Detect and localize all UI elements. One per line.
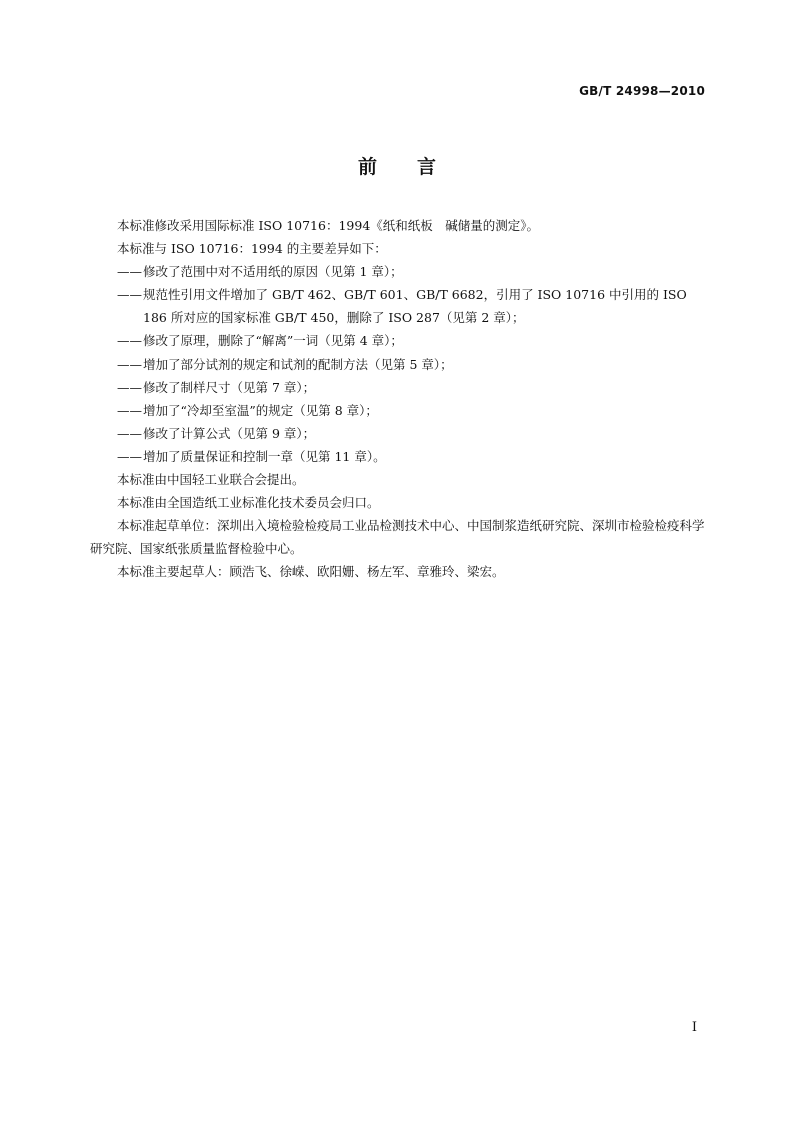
difference-item (90, 329, 706, 352)
difference-item (90, 376, 706, 399)
dash-marker: —— (117, 356, 142, 372)
dash-marker: —— (117, 379, 142, 395)
difference-item (90, 283, 706, 329)
difference-text: 增加了“冷却至室温”的规定（见第 8 章）； (143, 402, 378, 418)
difference-text: 修改了范围中对不适用纸的原因（见第 1 章）； (143, 264, 403, 280)
paragraph-proposer: 本标准由中国轻工业联合会提出。 (117, 472, 305, 488)
paragraph-drafters: 本标准主要起草人：顾浩飞、徐嵘、欧阳姗、杨左军、章雅玲、梁宏。 (117, 564, 505, 580)
dash-marker: —— (117, 333, 142, 349)
foreword-body (90, 214, 706, 584)
dash-marker: —— (117, 287, 142, 303)
dash-marker: —— (117, 264, 142, 280)
difference-item (90, 445, 706, 468)
page-title: 前言 (357, 156, 476, 178)
page-number: I (691, 1020, 697, 1035)
difference-text: 规范性引用文件增加了 GB/T 462、GB/T 601、GB/T 6682，引用了 ISO 10716 中引用的 ISO 186 所对应的国家标准 GB/T 450，删除了 ISO 287（见第 2 章）； (143, 287, 687, 326)
difference-text: 增加了质量保证和控制一章（见第 11 章）。 (143, 448, 386, 464)
dash-marker: —— (117, 425, 142, 441)
paragraph-differences-intro: 本标准与 ISO 10716：1994 的主要差异如下： (117, 241, 387, 257)
difference-text: 修改了制样尺寸（见第 7 章）； (143, 379, 316, 395)
dash-marker: —— (117, 448, 142, 464)
difference-text: 修改了原理，删除了“解离”一词（见第 4 章）； (143, 333, 403, 349)
paragraph-adoption: 本标准修改采用国际标准 ISO 10716：1994《纸和纸板 碱储量的测定》。 (117, 218, 540, 233)
difference-item (90, 399, 706, 422)
paragraph-committee: 本标准由全国造纸工业标准化技术委员会归口。 (117, 495, 380, 511)
difference-item (90, 422, 706, 445)
difference-text: 增加了部分试剂的规定和试剂的配制方法（见第 5 章）； (143, 356, 453, 372)
dash-marker: —— (117, 402, 142, 418)
difference-item (90, 353, 706, 376)
difference-text: 修改了计算公式（见第 9 章）； (143, 425, 316, 441)
paragraph-drafting-units: 本标准起草单位：深圳出入境检验检疫局工业品检测技术中心、中国制浆造纸研究院、深圳市检验检疫科学研究院、国家纸张质量监督检验中心。 (90, 518, 705, 557)
standard-code: GB/T 24998—2010 (579, 84, 705, 98)
difference-item (90, 260, 706, 283)
